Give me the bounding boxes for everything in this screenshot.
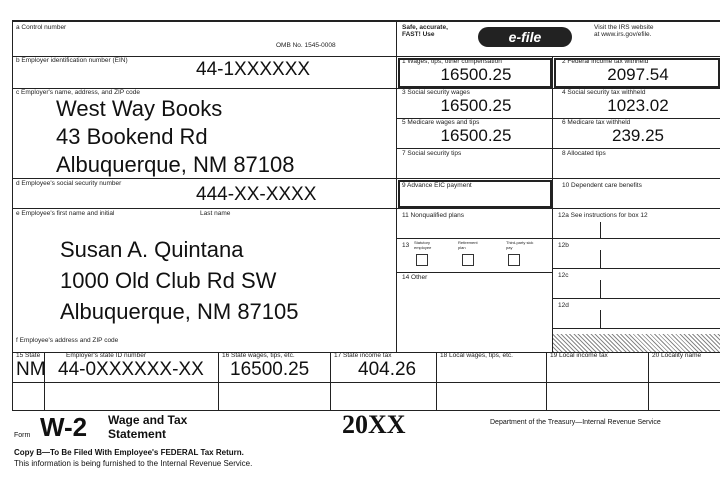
- box20-label: 20 Locality name: [652, 352, 702, 359]
- box-e-last-name-label: Last name: [200, 210, 231, 217]
- box5-value: 16500.25: [440, 126, 512, 145]
- box3-value: 16500.25: [440, 96, 512, 115]
- copy-b-line: Copy B—To Be Filed With Employee's FEDERAL Tax Return.: [14, 448, 244, 457]
- box12d-label: 12d: [558, 302, 569, 309]
- box1-label: 1 Wages, tips, other compensation: [402, 58, 502, 65]
- retirement-plan-checkbox[interactable]: [462, 254, 474, 266]
- box-a-label: a Control number: [16, 24, 67, 31]
- box15-id-label: Employer's state ID number: [66, 352, 146, 359]
- form-title-line2: Statement: [108, 427, 167, 441]
- employer-name: West Way Books: [56, 96, 223, 121]
- employee-city: Albuquerque, NM 87105: [60, 299, 299, 324]
- box4-value: 1023.02: [607, 96, 669, 115]
- box6-value: 239.25: [612, 126, 664, 145]
- third-party-sick-pay-checkbox[interactable]: [508, 254, 520, 266]
- box7-label: 7 Social security tips: [402, 150, 462, 157]
- statutory-employee-checkbox[interactable]: [416, 254, 428, 266]
- employer-city: Albuquerque, NM 87108: [56, 152, 295, 177]
- box8-label: 8 Allocated tips: [562, 150, 606, 157]
- form-word: Form: [14, 432, 31, 439]
- box5-label: 5 Medicare wages and tips: [402, 119, 480, 126]
- box12c-label: 12c: [558, 272, 569, 279]
- omb-number: OMB No. 1545-0008: [276, 42, 336, 49]
- info-line: This information is being furnished to the Internal Revenue Service.: [14, 459, 253, 468]
- box-c-label: c Employer's name, address, and ZIP code: [16, 89, 140, 96]
- irs-visit-text: Visit the IRS website at www.irs.gov/efile.: [594, 24, 654, 38]
- box-b-label: b Employer identification number (EIN): [16, 57, 128, 64]
- box18-label: 18 Local wages, tips, etc.: [440, 352, 513, 359]
- box4-label: 4 Social security tax withheld: [562, 89, 646, 96]
- box2-value: 2097.54: [607, 65, 669, 84]
- box12b-label: 12b: [558, 242, 569, 249]
- box-d-label: d Employee's social security number: [16, 180, 122, 187]
- employer-street: 43 Bookend Rd: [56, 124, 208, 149]
- box3-label: 3 Social security wages: [402, 89, 470, 96]
- state-code: NM: [16, 359, 46, 380]
- box17-value: 404.26: [358, 359, 417, 380]
- employee-street: 1000 Old Club Rd SW: [60, 268, 277, 293]
- safe-text: Safe, accurate, FAST! Use: [402, 24, 448, 38]
- state-id: 44-0XXXXXX-XX: [58, 359, 204, 380]
- box12a-label: 12a See instructions for box 12: [558, 212, 648, 219]
- box16-label: 16 State wages, tips, etc.: [222, 352, 295, 359]
- dept-treasury: Department of the Treasury—Internal Revenue Service: [490, 419, 661, 426]
- box16-value: 16500.25: [230, 359, 310, 380]
- tax-year: 20XX: [342, 410, 406, 439]
- ssn-value: 444-XX-XXXX: [196, 184, 317, 205]
- divider: [552, 56, 553, 352]
- box17-label: 17 State income tax: [334, 352, 392, 359]
- box-e-label: e Employee's first name and initial: [16, 210, 115, 217]
- box14-label: 14 Other: [402, 274, 428, 281]
- form-title-line1: Wage and Tax: [108, 413, 188, 427]
- box13-label: 13: [402, 242, 410, 249]
- ein-value: 44-1XXXXXX: [196, 59, 311, 80]
- box13-sickpay-label: Third-party sick pay: [506, 240, 534, 250]
- box1-value: 16500.25: [440, 65, 512, 84]
- box15-label: 15 State: [16, 352, 41, 359]
- box-f-label: f Employee's address and ZIP code: [16, 337, 119, 344]
- divider: [396, 22, 397, 352]
- box13-statutory-label: Statutory employee: [414, 240, 432, 250]
- hatched-area: [553, 334, 720, 352]
- form-name: W-2: [40, 412, 88, 442]
- box9-label: 9 Advance EIC payment: [402, 182, 472, 189]
- box13-retirement-label: Retirement plan: [458, 240, 478, 250]
- box19-label: 19 Local income tax: [550, 352, 608, 359]
- box6-label: 6 Medicare tax withheld: [562, 119, 631, 126]
- box10-label: 10 Dependent care benefits: [562, 182, 642, 189]
- efile-logo: e-file: [478, 27, 572, 47]
- box2-label: 2 Federal income tax withheld: [562, 58, 649, 65]
- box11-label: 11 Nonqualified plans: [402, 212, 465, 219]
- employee-name: Susan A. Quintana: [60, 237, 244, 262]
